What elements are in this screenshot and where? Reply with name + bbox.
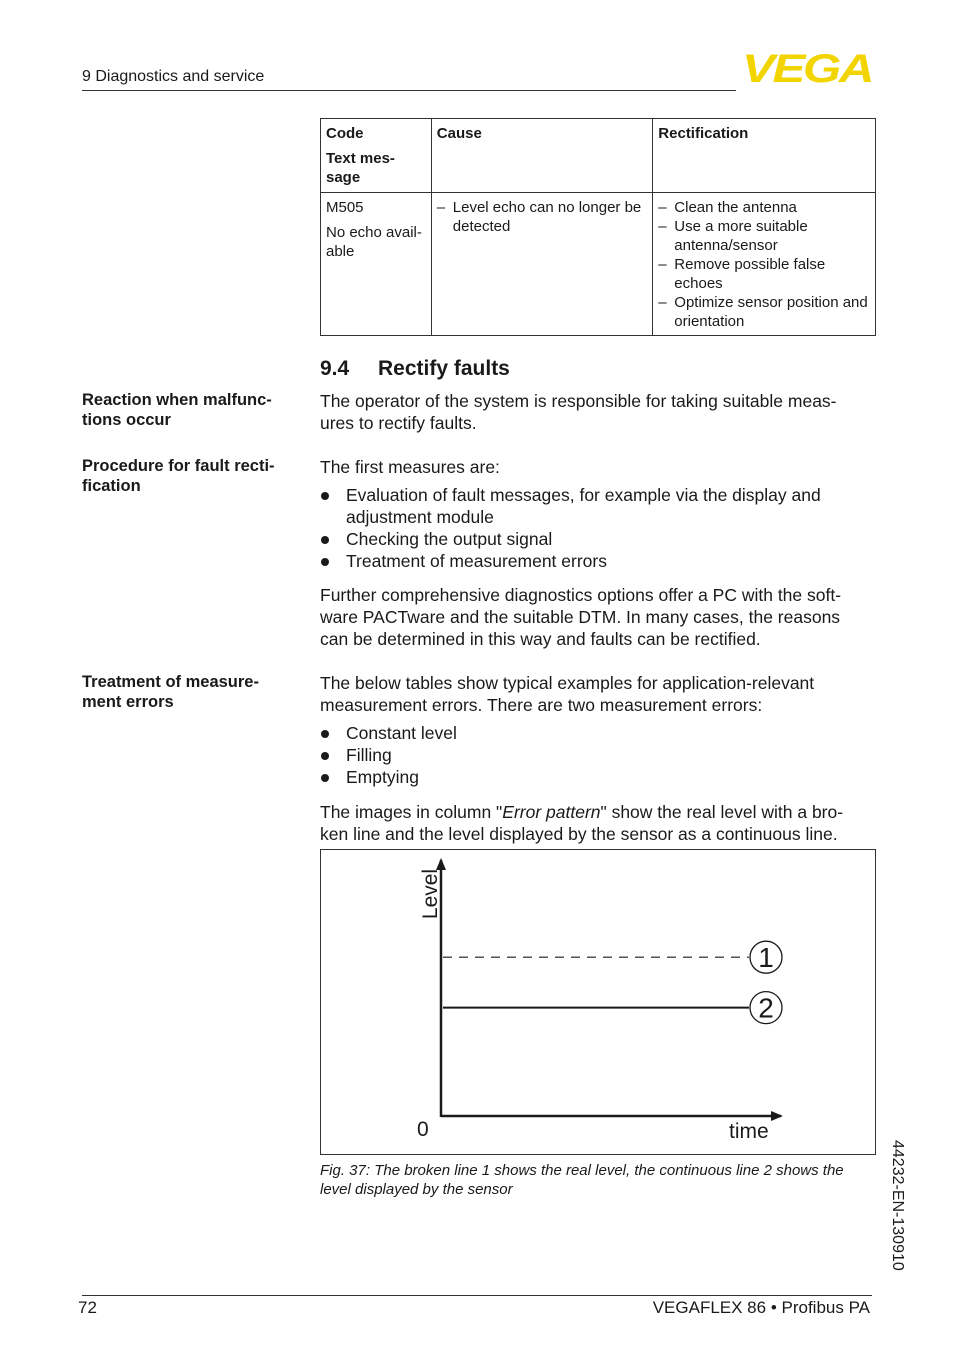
treatment-intro: The below tables show typical examples for application-relevant measurement errors. There are two measurement errors: <box>320 673 815 715</box>
level-time-chart <box>321 850 875 1154</box>
document-code: 44232-EN-130910 <box>889 1140 906 1271</box>
header-text-message: Text mes- sage <box>326 150 395 186</box>
list-item: Treatment of measurement errors <box>320 550 868 572</box>
table-header-row <box>321 119 876 193</box>
treatment-block <box>320 672 868 845</box>
treatment-text-pre: The images in column " <box>320 802 503 822</box>
section-number: 9.4 <box>320 357 350 380</box>
figure-box <box>320 849 876 1155</box>
list-item: – Remove possible false echoes <box>658 255 870 293</box>
side-label-reaction: Reaction when malfunc- tions occur <box>82 391 272 429</box>
side-label-procedure: Procedure for fault recti- fication <box>82 457 275 495</box>
section-heading <box>320 357 510 381</box>
side-label-treatment: Treatment of measure- ment errors <box>82 673 259 711</box>
section-title: Rectify faults <box>378 357 510 380</box>
footer-product: VEGAFLEX 86 • Profibus PA <box>652 1298 870 1317</box>
cause-list <box>437 198 648 236</box>
procedure-text: Further comprehensive diagnostics options offer a PC with the soft- ware PACTware and the suitable DTM. In many cases, the reasons can be determined in this way and faults can be rectified. <box>320 585 842 649</box>
list-item: Filling <box>320 744 868 766</box>
figure-caption <box>320 1161 870 1199</box>
header-rectification: Rectification <box>658 125 749 142</box>
list-item: – Optimize sensor position and orientation <box>658 293 870 331</box>
list-item: Emptying <box>320 766 868 788</box>
running-header: 9 Diagnostics and service <box>82 68 265 85</box>
reaction-text: The operator of the system is responsible for taking suitable meas- ures to rectify faults. <box>320 391 837 433</box>
rectification-list <box>658 198 870 331</box>
error-table <box>320 118 876 336</box>
code-cell: M505 <box>326 199 364 216</box>
series-label-1: 1 <box>758 942 774 974</box>
procedure-block <box>320 456 868 650</box>
header-code: Code <box>326 125 364 142</box>
list-item: Evaluation of fault messages, for example via the display and adjustment module <box>320 484 868 528</box>
reaction-text-block <box>320 390 868 434</box>
x-axis-label: time <box>729 1120 769 1143</box>
list-item: – Use a more suitable antenna/sensor <box>658 217 870 255</box>
procedure-intro: The first measures are: <box>320 457 500 477</box>
procedure-bullets <box>320 484 868 572</box>
treatment-bullets <box>320 722 868 788</box>
series-label-2: 2 <box>758 992 774 1024</box>
series-layer <box>443 941 782 1023</box>
treatment-text-post: " show the real level with a bro- ken line and the level displayed by the sensor as a continuous line. <box>320 802 844 844</box>
list-item: Constant level <box>320 722 868 744</box>
list-item: – Clean the antenna <box>658 198 870 217</box>
page-number: 72 <box>78 1298 97 1317</box>
message-cell: No echo avail- able <box>326 224 422 260</box>
footer-rule <box>82 1295 872 1296</box>
origin-label: 0 <box>417 1118 429 1141</box>
list-item: Checking the output signal <box>320 528 868 550</box>
vega-logo <box>741 51 873 85</box>
table-row <box>321 193 876 336</box>
header-cause: Cause <box>436 125 482 142</box>
svg-text:VEGA: VEGA <box>742 51 872 85</box>
treatment-text <box>320 801 868 845</box>
list-item: – Level echo can no longer be detected <box>437 198 648 236</box>
treatment-text-em: Error pattern <box>502 802 601 822</box>
header-rule <box>82 90 736 91</box>
y-axis-label: Level <box>419 868 442 920</box>
figure-caption-text: Fig. 37: The broken line 1 shows the real level, the continuous line 2 shows the level displayed by the sensor <box>320 1162 844 1198</box>
